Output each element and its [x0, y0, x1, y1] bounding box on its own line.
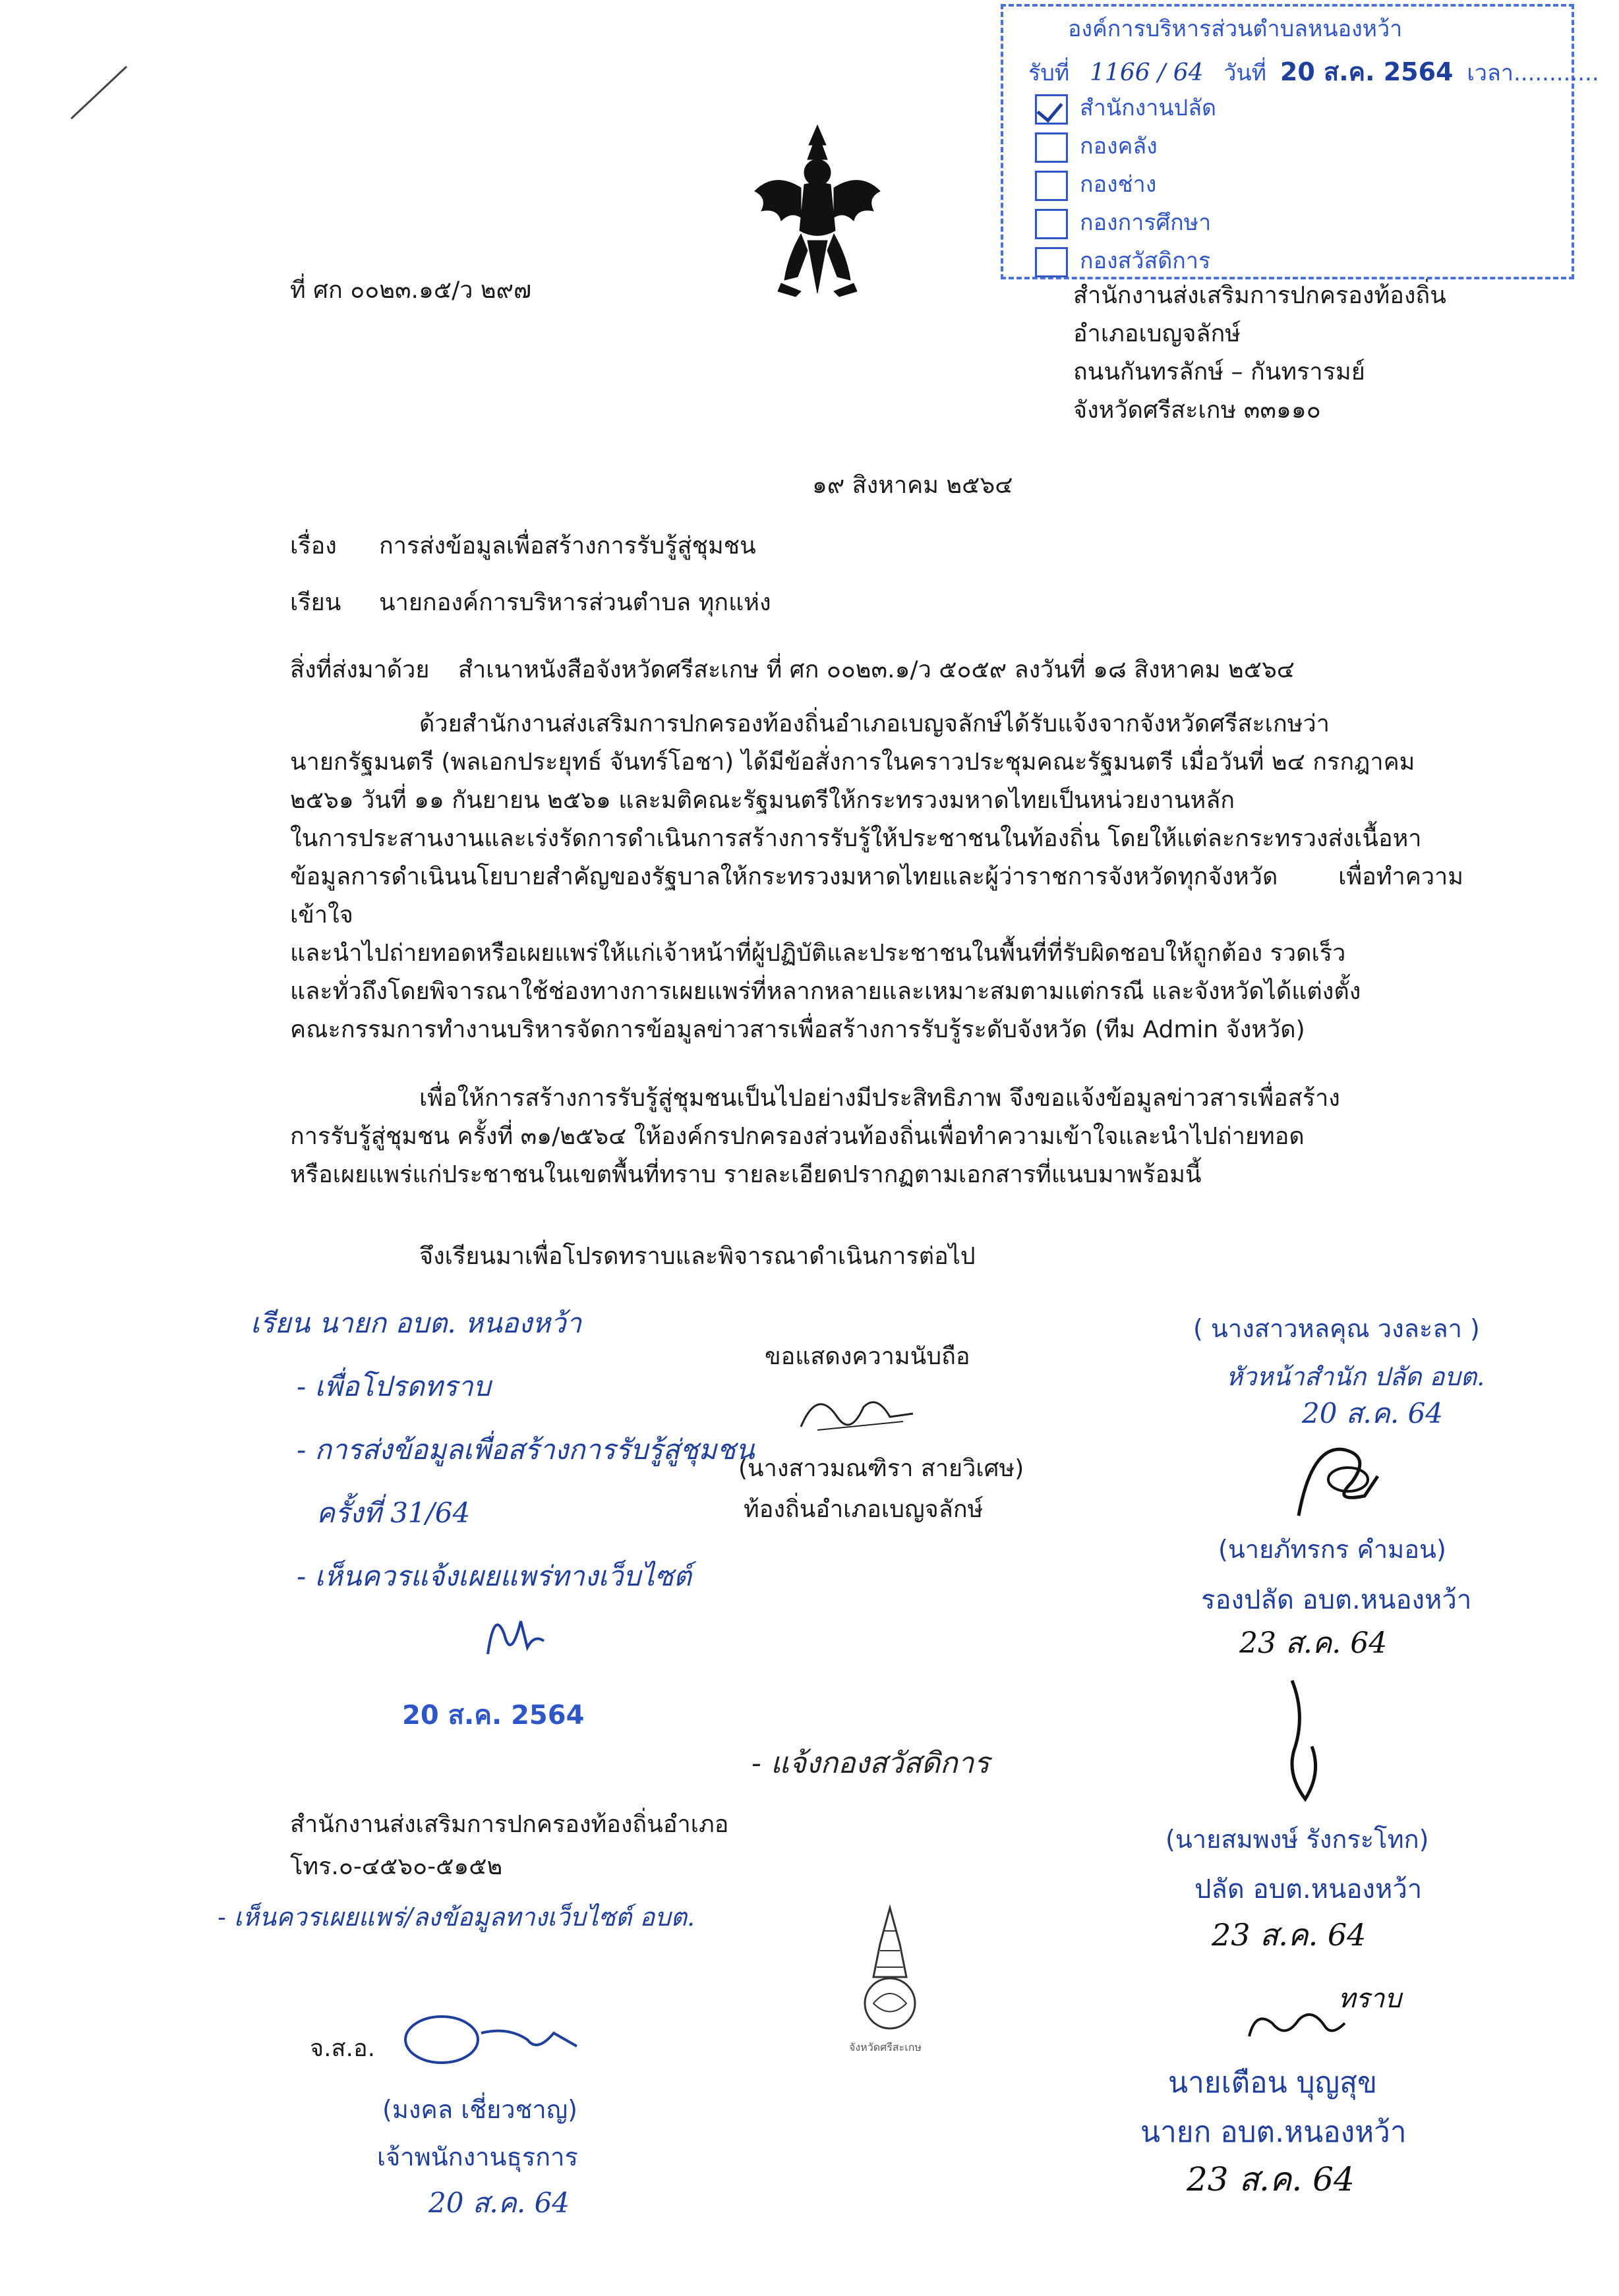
enclosure-row: [290, 651, 1295, 689]
body-paragraph-1: [290, 705, 1463, 1049]
address-line: อำเภอเบญจลักษ์: [1073, 320, 1241, 347]
right-sig2-date: 23 ส.ค. 64: [1239, 1626, 1388, 1660]
paragraph-line: คณะกรรมการทำงานบริหารจัดการข้อมูลข่าวสารเพื่อสร้างการรับรู้ระดับจังหวัด (ทีม Admin จังหวัด): [290, 1016, 1305, 1043]
regards: ขอแสดงความนับถือ: [765, 1343, 970, 1370]
right-sig1-title: หัวหน้าสำนัก ปลัด อบต.: [1226, 1362, 1485, 1391]
received-date-stamp: 20 ส.ค. 2564: [402, 1700, 585, 1731]
right-sig2-signature: [1272, 1430, 1391, 1522]
stamp-option: กองช่าง: [1035, 165, 1216, 204]
checkbox-icon: [1035, 171, 1068, 201]
right-sig4-date: 23 ส.ค. 64: [1187, 2160, 1355, 2198]
handwritten-notes-left: [250, 1292, 755, 1608]
paragraph-line: ๒๕๖๑ วันที่ ๑๑ กันยายน ๒๕๖๑ และมติคณะรัฐมนตรีให้กระทรวงมหาดไทยเป็นหน่วยงานหลัก: [290, 787, 1235, 814]
to-label: เรียน: [290, 589, 341, 616]
paragraph-line: หรือเผยแพร่แก่ประชาชนในเขตพื้นที่ทราบ รายละเอียดปรากฏตามเอกสารที่แนบมาพร้อมนี้: [290, 1161, 1202, 1188]
handwritten-foot-note: - เห็นควรเผยแพร่/ลงข้อมูลทางเว็บไซต์ อบต.: [218, 1903, 695, 1932]
paragraph-line: การรับรู้สู่ชุมชน ครั้งที่ ๓๑/๒๕๖๔ ให้องค์กรปกครองส่วนท้องถิ่นเพื่อทำความเข้าใจและนำไปถ่ายทอด: [290, 1123, 1305, 1150]
paragraph-line: และนำไปถ่ายทอดหรือเผยแพร่ให้แก่เจ้าหน้าที่ผู้ปฏิบัติและประชาชนในพื้นที่ที่รับผิดชอบให้ถูกต้อง รวดเร็ว: [290, 940, 1346, 967]
stamp-org: องค์การบริหารส่วนตำบลหนองหว้า: [1068, 16, 1403, 42]
right-sig4-title: นายก อบต.หนองหว้า: [1140, 2115, 1407, 2149]
note-line: - เพื่อโปรดทราบ: [297, 1370, 491, 1402]
jso-name: (มงคล เชี่ยวชาญ): [382, 2095, 577, 2124]
subject-row: [290, 527, 756, 565]
stamp-option: สำนักงานปลัด: [1035, 89, 1216, 127]
right-sig2-title: รองปลัด อบต.หนองหว้า: [1201, 1585, 1472, 1615]
checkbox-checked-icon: [1035, 94, 1068, 125]
right-sig3-date: 23 ส.ค. 64: [1212, 1917, 1367, 1953]
right-sig1-date: 20 ส.ค. 64: [1302, 1397, 1444, 1429]
right-sig4-note: ทราบ: [1338, 1984, 1401, 2014]
right-sig3-name: (นายสมพงษ์ รังกระโทก): [1165, 1825, 1429, 1854]
body-paragraph-2: [290, 1079, 1463, 1194]
paragraph-line: ข้อมูลการดำเนินนโยบายสำคัญของรัฐบาลให้กระทรวงมหาดไทยและผู้ว่าราชการจังหวัดทุกจังหวัด เพื่อทำความเข้าใจ: [290, 863, 1463, 929]
signer-title: ท้องถิ่นอำเภอเบญจลักษ์: [744, 1496, 984, 1523]
right-sig2-name: (นายภัทรกร คำมอน): [1218, 1535, 1446, 1564]
note-line: เรียน นายก อบต. หนองหว้า: [250, 1307, 582, 1339]
reference-number: ที่ ศก ๐๐๒๓.๑๕/ว ๒๙๗: [290, 277, 532, 304]
stamp-option: กองคลัง: [1035, 127, 1216, 165]
address-line: จังหวัดศรีสะเกษ ๓๓๑๑๐: [1073, 397, 1321, 424]
jso-prefix: จ.ส.อ.: [310, 2035, 376, 2062]
address-line: ถนนกันทรลักษ์ – กันทรารมย์: [1073, 359, 1365, 386]
sender-address: [1073, 277, 1446, 430]
pen-mark: [66, 63, 132, 122]
stamp-option: กองสวัสดิการ: [1035, 242, 1216, 280]
letter-date: ๑๙ สิงหาคม ๒๕๖๔: [812, 472, 1013, 499]
paragraph-line: ในการประสานงานและเร่งรัดการดำเนินการสร้างการรับรู้ให้ประชาชนในท้องถิ่น โดยให้แต่ละกระทรวงส่งเนื้อหา: [290, 825, 1422, 852]
right-sig3-title: ปลัด อบต.หนองหว้า: [1194, 1874, 1423, 1905]
stamp-recv-no: 1166 / 64: [1090, 59, 1204, 86]
provincial-seal-icon: [844, 1905, 936, 2036]
handwritten-note-mid: - แจ้งกองสวัสดิการ: [751, 1746, 990, 1780]
paragraph-line: ด้วยสำนักงานส่งเสริมการปกครองท้องถิ่นอำเภอเบญจลักษ์ได้รับแจ้งจากจังหวัดศรีสะเกษว่า: [419, 710, 1330, 737]
jso-signature: [396, 2007, 593, 2073]
right-sig4-name: นายเตือน บุญสุข: [1168, 2066, 1378, 2100]
checkbox-icon: [1035, 132, 1068, 163]
note-line: - เห็นควรแจ้งเผยแพร่ทางเว็บไซต์: [297, 1560, 692, 1592]
right-sig4-signature: [1239, 1997, 1351, 2056]
stamp-date: 20 ส.ค. 2564: [1280, 57, 1454, 86]
stamp-option: กองการศึกษา: [1035, 204, 1216, 242]
stamp-recv-label: รับที่: [1028, 60, 1070, 86]
footer-phone: โทร.๐-๔๕๖๐-๕๑๕๒: [290, 1853, 503, 1880]
jso-date: 20 ส.ค. 64: [428, 2187, 570, 2219]
jso-title: เจ้าพนักงานธุรการ: [377, 2142, 578, 2171]
to-text: นายกองค์การบริหารส่วนตำบล ทุกแห่ง: [379, 589, 771, 616]
right-sig3-signature: [1259, 1674, 1351, 1806]
handwritten-signature: [475, 1595, 554, 1674]
subject-label: เรื่อง: [290, 532, 337, 560]
garuda-emblem-icon: [748, 119, 887, 303]
signer-name: (นางสาวมณฑิรา สายวิเศษ): [738, 1455, 1024, 1482]
stamp-date-label: วันที่: [1223, 60, 1267, 86]
note-line: - การส่งข้อมูลเพื่อสร้างการรับรู้สู่ชุมชน: [297, 1433, 755, 1466]
note-line: ครั้งที่ 31/64: [316, 1497, 471, 1529]
right-sig1-name: ( นางสาวหลคุณ วงละลา ): [1193, 1314, 1480, 1343]
paragraph-line: เพื่อให้การสร้างการรับรู้สู่ชุมชนเป็นไปอย่างมีประสิทธิภาพ จึงขอแจ้งข้อมูลข่าวสารเพื่อสร้าง: [419, 1085, 1340, 1112]
stamp-options: [1035, 89, 1216, 280]
checkbox-icon: [1035, 247, 1068, 277]
enclosure-text: สำเนาหนังสือจังหวัดศรีสะเกษ ที่ ศก ๐๐๒๓.๑/ว ๕๐๕๙ ลงวันที่ ๑๘ สิงหาคม ๒๕๖๔: [458, 656, 1295, 683]
closing-request: จึงเรียนมาเพื่อโปรดทราบและพิจารณาดำเนินการต่อไป: [419, 1243, 976, 1270]
address-line: สำนักงานส่งเสริมการปกครองท้องถิ่น: [1073, 282, 1446, 309]
stamp-time-label: เวลา............: [1467, 60, 1599, 86]
footer-office: สำนักงานส่งเสริมการปกครองท้องถิ่นอำเภอ: [290, 1811, 729, 1838]
signature-mark: [791, 1381, 923, 1447]
seal-caption: จังหวัดศรีสะเกษ: [849, 2041, 922, 2053]
stamp-recv-row: [1028, 51, 1599, 92]
to-row: [290, 584, 771, 622]
paragraph-line: และทั่วถึงโดยพิจารณาใช้ช่องทางการเผยแพร่ที่หลากหลายและเหมาะสมตามแต่กรณี และจังหวัดได้แต่งตั้ง: [290, 978, 1361, 1005]
paragraph-line: นายกรัฐมนตรี (พลเอกประยุทธ์ จันทร์โอชา) ได้มีข้อสั่งการในคราวประชุมคณะรัฐมนตรี เมื่อวันที่ ๒๔ กรกฎาคม: [290, 749, 1415, 776]
subject-text: การส่งข้อมูลเพื่อสร้างการรับรู้สู่ชุมชน: [379, 532, 756, 560]
enclosure-label: สิ่งที่ส่งมาด้วย: [290, 656, 430, 683]
checkbox-icon: [1035, 209, 1068, 239]
